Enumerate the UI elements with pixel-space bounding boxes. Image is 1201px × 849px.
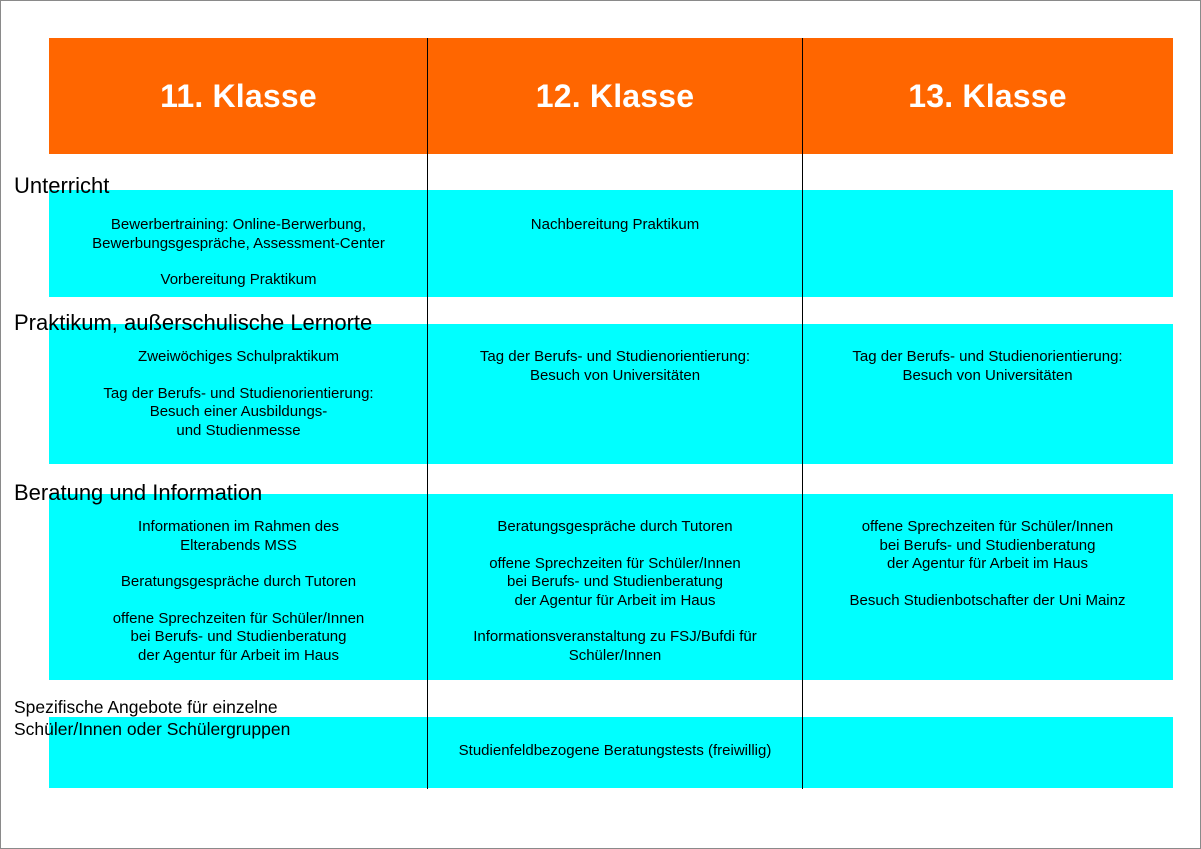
cell-text: Besuch Studienbotschafter der Uni Mainz xyxy=(849,591,1126,609)
cell-text: offene Sprechzeiten für Schüler/Innen bei Berufs- und Studienberatung der Agentur für Arbeit im Haus xyxy=(861,518,1114,573)
cell-praktikum-11 xyxy=(49,348,428,440)
cell-text: Studienfeldbezogene Beratungstests (freiwillig) xyxy=(458,742,772,759)
cell-text: Beratungsgespräche durch Tutoren xyxy=(497,518,733,535)
column-divider xyxy=(802,38,803,789)
cell-text: Tag der Berufs- und Studienorientierung: Besuch einer Ausbildungs- und Studienmesse xyxy=(103,384,374,439)
cell-beratung-12 xyxy=(428,518,802,666)
section-label-spezifisch: Spezifische Angebote für einzelne Schüler/Innen oder Schülergruppen xyxy=(14,697,291,739)
section-label-unterricht: Unterricht xyxy=(14,173,110,198)
cell-text: Beratungsgespräche durch Tutoren xyxy=(120,573,357,591)
cell-text: Zweiwöchiges Schulpraktikum xyxy=(138,348,339,365)
header-11-klasse: 11. Klasse xyxy=(160,77,317,114)
cell-text: offene Sprechzeiten für Schüler/Innen bei Berufs- und Studienberatung der Agentur für Arbeit im Haus xyxy=(112,609,365,664)
column-divider xyxy=(427,38,428,789)
section-label-beratung: Beratung und Information xyxy=(14,480,263,505)
header-13-klasse: 13. Klasse xyxy=(908,77,1067,114)
cell-text: Tag der Berufs- und Studienorientierung: Besuch von Universitäten xyxy=(479,348,751,384)
cell-text: Tag der Berufs- und Studienorientierung: Besuch von Universitäten xyxy=(852,348,1123,384)
cell-text: Informationen im Rahmen des Elterabends MSS xyxy=(138,518,339,554)
cell-text: offene Sprechzeiten für Schüler/Innen bei Berufs- und Studienberatung der Agentur für Arbeit im Haus xyxy=(489,554,741,609)
cell-unterricht-11 xyxy=(49,216,428,290)
cell-praktikum-12 xyxy=(428,348,802,385)
cell-spezifisch-12 xyxy=(428,742,802,761)
cell-unterricht-12 xyxy=(428,216,802,235)
cell-text: Vorbereitung Praktikum xyxy=(160,271,317,289)
cell-beratung-11 xyxy=(49,518,428,666)
section-label-praktikum: Praktikum, außerschulische Lernorte xyxy=(14,310,373,335)
cell-beratung-13 xyxy=(802,518,1173,610)
cell-text: Informationsveranstaltung zu FSJ/Bufdi für Schüler/Innen xyxy=(473,628,757,664)
cell-text: Bewerbertraining: Online-Berwerbung, Bewerbungsgespräche, Assessment-Center xyxy=(92,216,385,252)
cell-text: Nachbereitung Praktikum xyxy=(530,216,700,233)
header-12-klasse: 12. Klasse xyxy=(535,77,695,114)
cell-praktikum-13 xyxy=(802,348,1173,385)
